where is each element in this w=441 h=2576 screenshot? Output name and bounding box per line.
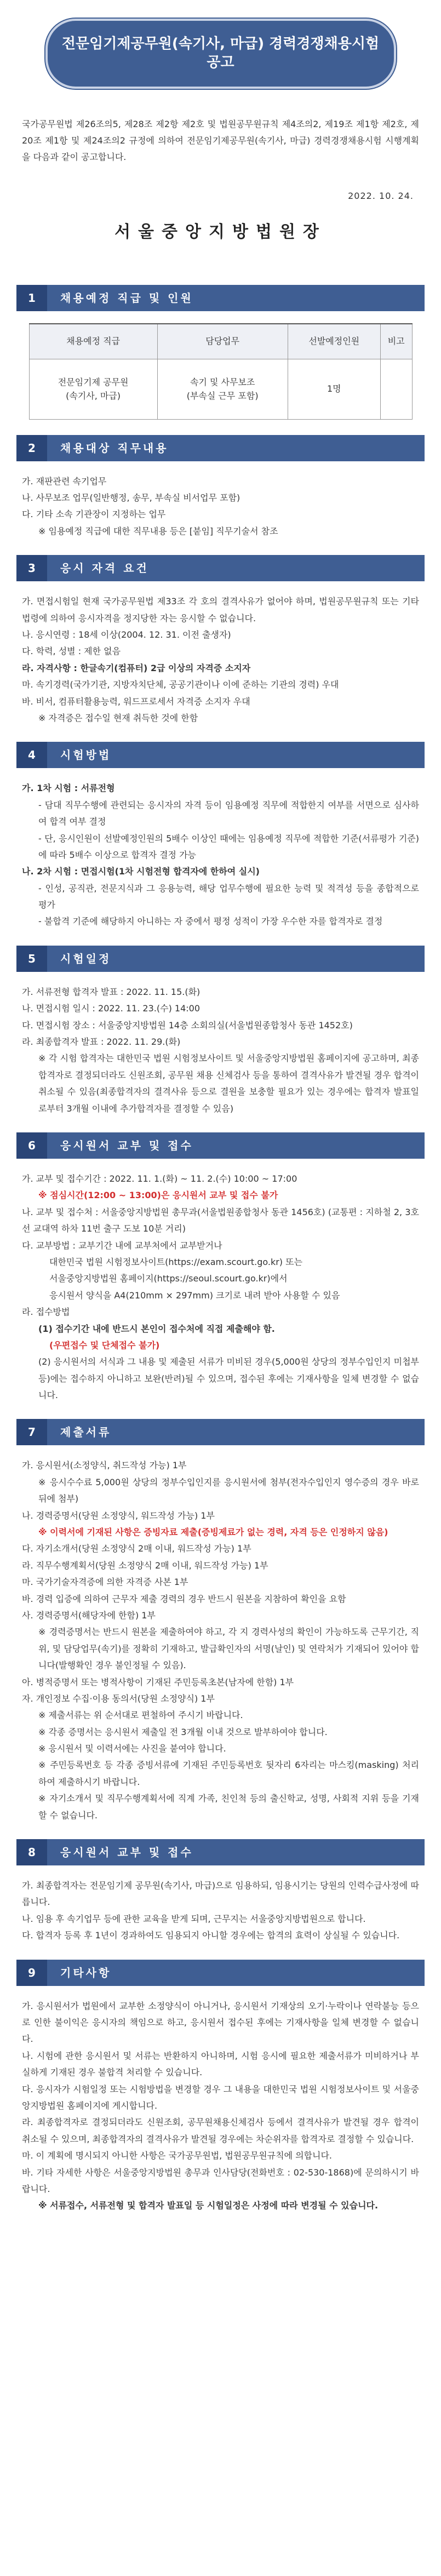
section-title: 응시원서 교부 및 접수: [60, 1846, 193, 1859]
section-number: 5: [16, 946, 47, 972]
list-item: 나. 2차 시험 : 면접시험(1차 시험전형 합격자에 한하여 실시): [22, 866, 260, 877]
schedule-item: 다. 면접시험 장소 : 서울중앙지방법원 14층 소회의실(서울법원종합청사 동관 1452호): [22, 1020, 353, 1031]
section-body: [16, 1877, 425, 1944]
list-item: 나. 사무보조 업무(일반행정, 송무, 부속실 비서업무 포함): [22, 493, 240, 503]
list-item: 가. 최종합격자는 전문임기제 공무원(속기사, 마급)으로 임용하되, 임용시기는 당원의 인력수급사정에 따릅니다.: [22, 1880, 419, 1908]
list-item: 다. 응시자가 시험일정 또는 시험방법을 변경할 경우 그 내용을 대한민국 법원 시험정보사이트 및 서울중앙지방법원 홈페이지에 게시합니다.: [22, 2083, 419, 2111]
note-item: ※ 임용예정 직급에 대한 직무내용 등은 [붙임] 직무기술서 참조: [38, 525, 278, 536]
section-body: [16, 1171, 425, 1404]
section-5: [16, 946, 425, 1117]
section-number: 7: [16, 1419, 47, 1445]
section-number: 6: [16, 1132, 47, 1159]
list-item: 다. 합격자 등록 후 1년이 경과하여도 임용되지 아니할 경우에는 합격의 효력이 상실될 수 있습니다.: [22, 1930, 400, 1941]
section-header: [16, 1960, 425, 1986]
schedule-item: 라. 최종합격자 발표 : 2022. 11. 29.(화): [22, 1037, 181, 1047]
section-title: 채용대상 직무내용: [60, 441, 169, 455]
table-cell: [380, 359, 412, 419]
section-header: [16, 1839, 425, 1865]
section-number: 9: [16, 1960, 47, 1986]
table-cell: 속기 및 사무보조 (부속실 근무 포함): [157, 359, 288, 419]
list-item: 가. 1차 시험 : 서류전형: [22, 783, 115, 794]
section-8: [16, 1839, 425, 1944]
list-item: 나. 교부 및 접수처 : 서울중앙지방법원 총무과(서울법원종합청사 동관 1456호) (교통편 : 지하철 2, 3호선 교대역 하차 11번 출구 도보 10분 거리): [22, 1206, 419, 1234]
section-header: [16, 1132, 425, 1159]
section-title: 기타사항: [60, 1966, 112, 1979]
list-item: 나. 경력증명서(당원 소정양식, 워드작성 가능) 1부: [22, 1510, 215, 1521]
section-header: [16, 742, 425, 768]
note-item: ※ 서류접수, 서류전형 및 합격자 발표일 등 시험일정은 사정에 따라 변경될 수 있습니다.: [38, 2200, 379, 2211]
section-title: 응시원서 교부 및 접수: [60, 1138, 193, 1152]
banner-area: [16, 0, 425, 111]
section-2: [16, 435, 425, 540]
note-item: ※ 제출서류는 위 순서대로 편철하여 주시기 바랍니다.: [38, 1710, 243, 1721]
list-item: 아. 병적증명서 또는 병적사항이 기재된 주민등록초본(남자에 한함) 1부: [22, 1676, 294, 1687]
exam-site-link[interactable]: 대한민국 법원 시험정보사이트(https://exam.scourt.go.kr) 또는: [49, 1256, 303, 1267]
section-body: [16, 593, 425, 726]
section-body: [16, 1998, 425, 2214]
issuing-organization: 서울중앙지방법원장: [114, 222, 327, 242]
list-item: (2) 응시원서의 서식과 그 내용 및 제출된 서류가 미비된 경우(5,000원 상당의 정부수입인지 미첩부 등)에는 접수하지 아니하고 보완(반려)될 수 있으며, 접수된 후에는 기재사항을 일체 변경할 수 없습니다.: [38, 1356, 419, 1401]
list-item: 자. 개인정보 수집·이용 동의서(당원 소정양식) 1부: [22, 1693, 215, 1704]
note-item: ※ 경력증명서는 반드시 원본을 제출하여야 하고, 각 지 경력사성의 확인이 가능하도록 근무기간, 직위, 및 담당업무(속기)를 정확히 기재하고, 발급확인자의 서명(날인) 및 연락처가 기재되어 있어야 합니다(발행확인 경우 불인정될 수 있음).: [38, 1627, 419, 1671]
list-item: (1) 접수기간 내에 반드시 본인이 접수처에 직접 제출해야 함.: [38, 1323, 275, 1334]
section-4: [16, 742, 425, 930]
table-header-row: [29, 324, 412, 359]
list-item: 응시원서 양식을 A4(210mm × 297mm) 크기로 내려 받아 사용할 수 있음: [49, 1290, 340, 1301]
section-3: [16, 555, 425, 726]
table-header: 담당업무: [157, 324, 288, 359]
section-number: 2: [16, 435, 47, 461]
list-item: 다. 학력, 성별 : 제한 없음: [22, 646, 121, 657]
list-item: 바. 기타 자세한 사항은 서울중앙지방법원 총무과 인사담당(전화번호 : 02-530-1868)에 문의하시기 바랍니다.: [22, 2167, 419, 2194]
notice-title-banner: 전문임기제공무원(속기사, 마급) 경력경쟁채용시험 공고: [45, 19, 396, 89]
note-item: ※ 응시원서 및 이력서에는 사진을 붙여야 합니다.: [38, 1743, 226, 1754]
table-row: [29, 359, 412, 419]
intro-paragraph: 국가공무원법 제26조의5, 제28조 제2항 제2호 및 법원공무원규칙 제4조의2, 제19조 제1항 제2호, 제20조 제1항 및 제24조의2 규정에 의하여 전문임기제공무원(속기사, 마급) 경력경쟁채용시험 시행계획을 다음과 같이 공고합니다.: [22, 118, 419, 163]
section-1: [16, 285, 425, 420]
table-header: 채용예정 직급: [29, 324, 157, 359]
section-title: 응시 자격 요건: [60, 562, 149, 575]
list-item: - 인성, 공직관, 전문지식과 그 응용능력, 해당 업무수행에 필요한 능력 및 적격성 등을 종합적으로 평가: [38, 883, 419, 911]
list-item: 바. 비서, 컴퓨터활용능력, 워드프로세서 자격증 소지자 우대: [22, 696, 250, 707]
list-item: 가. 교부 및 접수기간 : 2022. 11. 1.(화) ~ 11. 2.(수) 10:00 ~ 17:00: [22, 1173, 297, 1184]
section-body: [16, 780, 425, 930]
section-header: [16, 555, 425, 581]
section-number: 3: [16, 555, 47, 581]
section-7: [16, 1419, 425, 1824]
list-item: - 담대 직무수행에 관련되는 응시자의 자격 등이 임용예정 직무에 적합한지 여부를 서면으로 심사하여 합격 여부 결정: [38, 799, 419, 827]
list-item: 다. 기타 소속 기관장이 지정하는 업무: [22, 509, 166, 520]
list-item: (우편접수 및 단체접수 불가): [49, 1339, 160, 1350]
section-header: [16, 1419, 425, 1445]
table-cell: 전문임기제 공무원 (속기사, 마급): [29, 359, 157, 419]
section-header: [16, 946, 425, 972]
note-item: ※ 응시수수료 5,000원 상당의 정부수입인지를 응시원서에 첨부(전자수입인지 영수증의 경우 바로 뒤에 첨부): [38, 1476, 419, 1504]
table-header: 비고: [380, 324, 412, 359]
section-9: [16, 1960, 425, 2214]
section-title: 채용예정 직급 및 인원: [60, 291, 193, 305]
section-6: [16, 1132, 425, 1404]
section-body: [16, 984, 425, 1117]
section-title: 제출서류: [60, 1426, 112, 1439]
note-item: ※ 이력서에 기재된 사항은 증빙자료 제출(증빙제료가 없는 경력, 자격 등은 인정하지 않음): [38, 1527, 388, 1538]
section-body: [16, 473, 425, 540]
note-item: ※ 자기소개서 및 직무수행계획서에 직계 가족, 친인척 등의 출신학교, 성명, 사회적 지위 등을 기재할 수 없습니다.: [38, 1793, 419, 1821]
list-item: 라. 최종합격자로 결정되더라도 신원조회, 공무원채용신체검사 등에서 결격사유가 발견될 경우 합격이 취소될 수 있으며, 최종합격자의 결격사유가 발견될 경우에는 차순위자를 합격자로 결정할 수 있습니다.: [22, 2117, 419, 2144]
notice-date: 2022. 10. 24.: [348, 190, 414, 201]
list-item: 가. 응시원서(소정양식, 취드작성 가능) 1부: [22, 1460, 187, 1471]
section-title: 시험일정: [60, 952, 112, 965]
section-header: [16, 285, 425, 311]
list-item: 가. 재판관련 속기업무: [22, 476, 107, 486]
list-item: - 단, 응시인원이 선발예정인원의 5배수 이상인 때에는 임용예정 직무에 적합한 기준(서류평가 기준)에 따라 5배수 이상으로 합격자 결정 가능: [38, 833, 419, 860]
note-item: ※ 각 시험 합격자는 대한민국 법원 시험정보사이트 및 서울중앙지방법원 홈페이지에 공고하며, 최종합격자로 결정되더라도 신원조회, 공무원 채용 신체검사 등을 통하여 결격사유가 발견될 경우 합격이 취소될 수 있음(최종합격자의 결격사유 등으로 결원을 보충할 필요가 있는 경우에는 합격자 발표일로부터 3개월 이내에 추가합격자를 결정할 수 있음): [38, 1053, 419, 1114]
section-number: 4: [16, 742, 47, 768]
list-item: 마. 속기경력(국가기관, 지방자치단체, 공공기관이나 이에 준하는 기관의 경력) 우대: [22, 679, 339, 690]
list-item: 나. 시험에 관한 응시원서 및 서류는 반환하지 아니하며, 시험 응시에 필요한 제출서류가 미비하거나 부실하게 기재된 경우 불합격 처리할 수 있습니다.: [22, 2050, 419, 2078]
list-item: 나. 응시연령 : 18세 이상(2004. 12. 31. 이전 출생자): [22, 629, 231, 640]
table-cell: 1명: [288, 359, 380, 419]
list-item: 라. 자격사항 : 한글속기(컴퓨터) 2급 이상의 자격증 소지자: [22, 662, 251, 673]
list-item: 라. 직무수행계획서(당원 소정양식 2매 이내, 워드작성 가능) 1부: [22, 1560, 268, 1571]
list-item: 다. 교부방법 : 교부기간 내에 교부처에서 교부받거나: [22, 1240, 222, 1251]
list-item: 라. 접수방법: [22, 1307, 70, 1318]
list-item: - 불합격 기준에 해당하지 아니하는 자 중에서 평정 성적이 가장 우수한 자를 합격자로 결정: [38, 916, 383, 927]
note-item: ※ 각종 증명서는 응시원서 제출일 전 3개월 이내 것으로 발부하여야 합니다.: [38, 1726, 328, 1737]
list-item: 마. 국가기술자격증에 의한 자격증 사본 1부: [22, 1577, 188, 1588]
list-item: 나. 임용 후 속기업무 등에 관한 교육을 받게 되며, 근무지는 서울중앙지방법원으로 합니다.: [22, 1913, 366, 1924]
list-item: 마. 이 계획에 명시되지 아니한 사항은 국가공무원법, 법원공무원규칙에 의합니다.: [22, 2150, 332, 2161]
list-item: 사. 경력증명서(해당자에 한함) 1부: [22, 1610, 156, 1621]
list-item: 바. 경력 입증에 의하여 근무자 제출 경력의 경우 반드시 원본을 지참하여 확인을 요함: [22, 1593, 346, 1604]
note-item: ※ 점심시간(12:00 ~ 13:00)은 응시원서 교부 및 접수 불가: [38, 1190, 278, 1201]
section-number: 1: [16, 285, 47, 311]
table-header: 선발예정인원: [288, 324, 380, 359]
schedule-item: 나. 면접시험 일시 : 2022. 11. 23.(수) 14:00: [22, 1003, 201, 1014]
recruitment-table: [29, 323, 413, 420]
list-item: 다. 자기소개서(당원 소정양식 2매 이내, 워드작성 가능) 1부: [22, 1543, 251, 1554]
note-item: ※ 자격증은 접수일 현재 취득한 것에 한함: [38, 712, 198, 723]
section-number: 8: [16, 1839, 47, 1865]
note-item: ※ 주민등록번호 등 각종 증빙서류에 기재된 주민등록번호 뒷자리 6자리는 마스킹(masking) 처리하여 제출하시기 바랍니다.: [38, 1760, 419, 1787]
list-item: 가. 면접시험일 현재 국가공무원법 제33조 각 호의 결격사유가 없어야 하며, 법원공무원규칙 또는 기타 법령에 의하여 응시자격을 정지당한 자는 응시할 수 없습니다.: [22, 596, 419, 623]
list-item: 가. 응시원서가 법원에서 교부한 소정양식이 아니거나, 응시원서 기재상의 오기·누락이나 연락불능 등으로 인한 불이익은 응시자의 책임으로 하고, 응시원서 접수된 후에는 기재사항을 일체 변경할 수 없습니다.: [22, 2000, 419, 2045]
section-body: [16, 1457, 425, 1824]
section-title: 시험방법: [60, 748, 112, 762]
section-header: [16, 435, 425, 461]
court-homepage-link[interactable]: 서울중앙지방법원 홈페이지(https://seoul.scourt.go.kr)에서: [49, 1273, 288, 1284]
schedule-item: 가. 서류전형 합격자 발표 : 2022. 11. 15.(화): [22, 986, 201, 997]
